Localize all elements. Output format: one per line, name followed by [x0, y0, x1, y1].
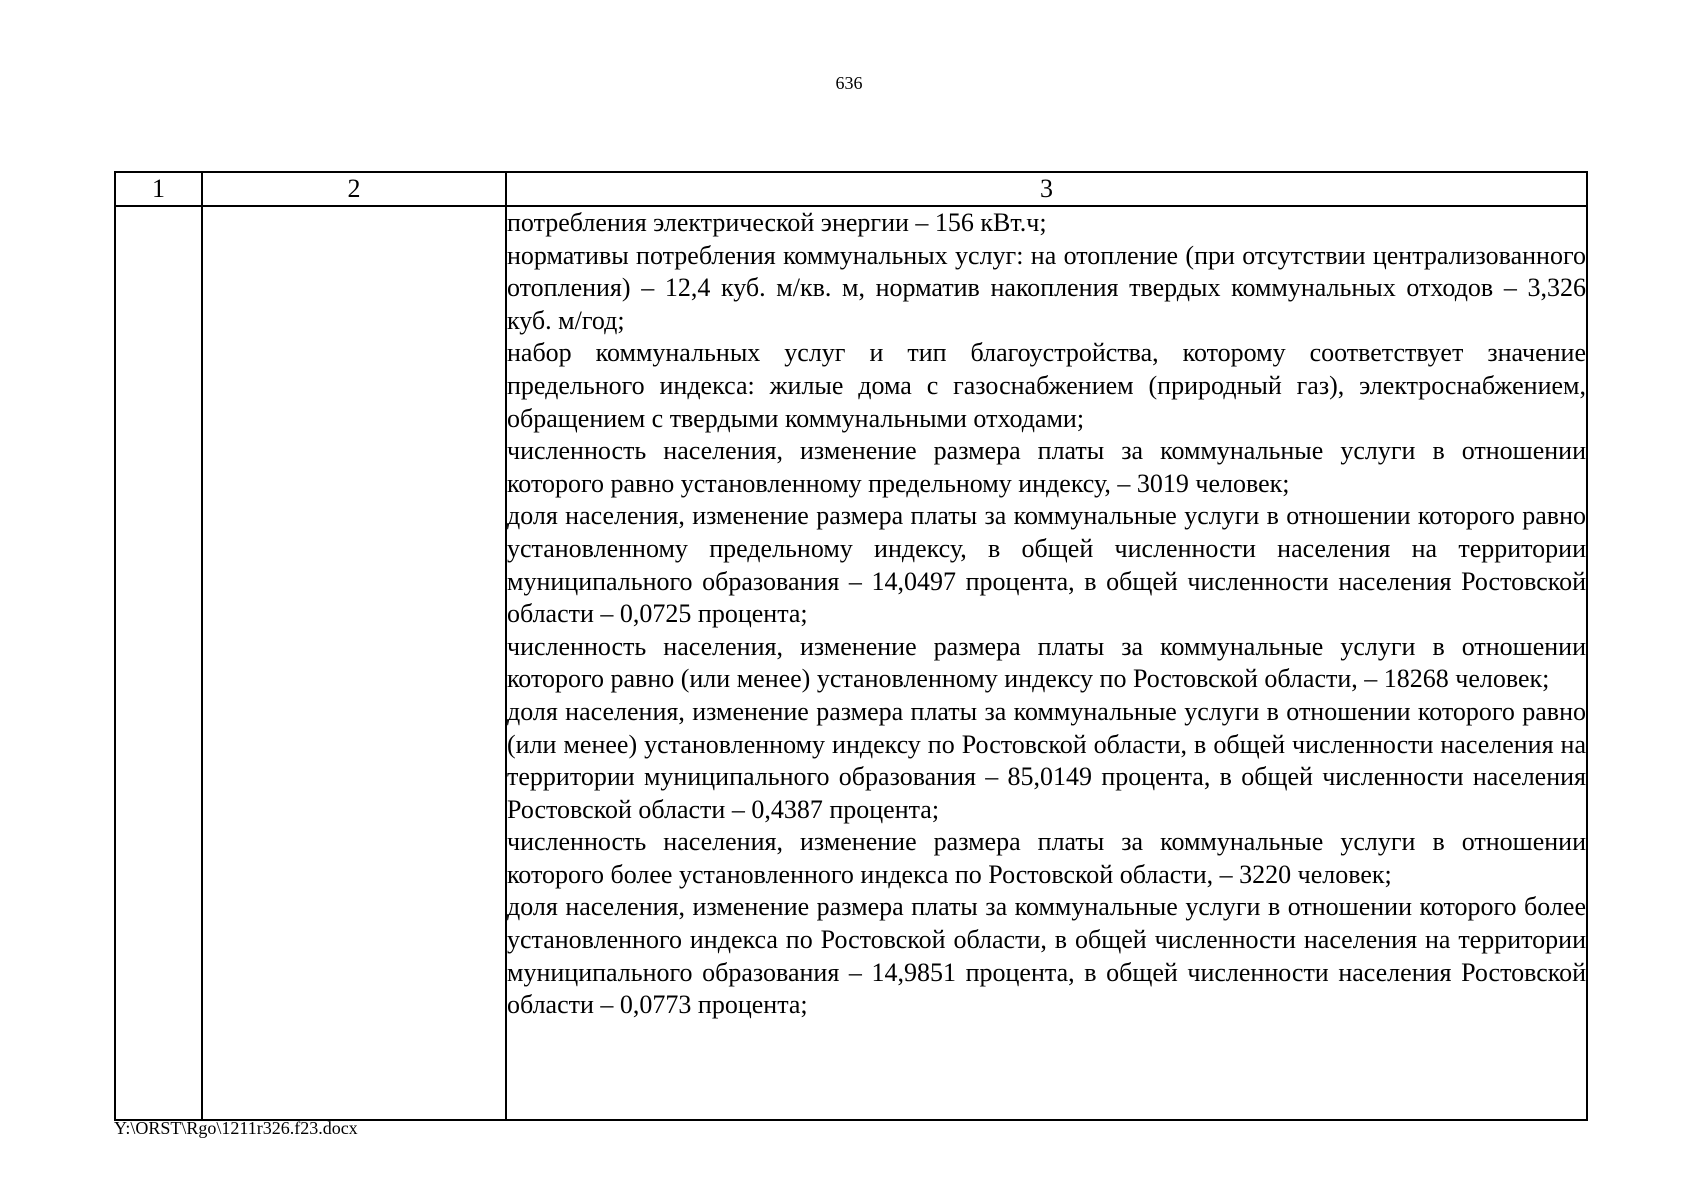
paragraph: численность населения, изменение размера платы за коммунальные услуги в отношении которого более установленного индекса по Ростовской области, – 3220 человек; [507, 827, 1586, 889]
paragraph: потребления электрической энергии – 156 кВт.ч; [507, 208, 1047, 237]
paragraph: численность населения, изменение размера платы за коммунальные услуги в отношении которого равно (или менее) установленному индексу по Ростовской области, – 18268 человек; [507, 631, 1586, 694]
cell-col-1 [115, 206, 202, 1120]
document-table [114, 171, 1588, 1121]
column-header-1: 1 [115, 172, 202, 206]
table-row [115, 206, 1587, 1120]
paragraph: доля населения, изменение размера платы за коммунальные услуги в отношении которого равно (или менее) установленному индексу по Ростовской области, в общей численности населения на территории муниципального образования – 85,0149 процента, в общей численности населения Ростовской области – 0,4387 процента; [507, 696, 1586, 824]
footer-file-path: Y:\ORST\Rgo\1211r326.f23.docx [114, 1118, 358, 1138]
paragraph: численность населения, изменение размера платы за коммунальные услуги в отношении которого равно установленному предельному индексу, – 3019 человек; [507, 436, 1586, 498]
cell-col-3 [506, 206, 1587, 1120]
paragraph: доля населения, изменение размера платы за коммунальные услуги в отношении которого более установленного индекса по Ростовской области, в общей численности населения на территории муниципального образования – 14,9851 процента, в общей численности населения Ростовской области – 0,0773 процента; [507, 892, 1586, 1020]
column-header-3: 3 [506, 172, 1587, 206]
paragraph: набор коммунальных услуг и тип благоустройства, которому соответствует значение предельного индекса: жилые дома с газоснабжением (природный газ), электроснабжением, обращением с твердыми коммунальными отходами; [507, 338, 1586, 433]
paragraph: доля населения, изменение размера платы за коммунальные услуги в отношении которого равно установленному предельному индексу, в общей численности населения на территории муниципального образования – 14,0497 процента, в общей численности населения Ростовской области – 0,0725 процента; [507, 501, 1586, 629]
paragraph: нормативы потребления коммунальных услуг: на отопление (при отсутствии централизованного отопления) – 12,4 куб. м/кв. м, норматив накопления твердых коммунальных отходов – 3,326 куб. м/год; [507, 240, 1586, 335]
page-number: 636 [835, 73, 863, 93]
cell-col-2 [202, 206, 506, 1120]
column-header-2: 2 [202, 172, 506, 206]
table-header-row [115, 172, 1587, 206]
